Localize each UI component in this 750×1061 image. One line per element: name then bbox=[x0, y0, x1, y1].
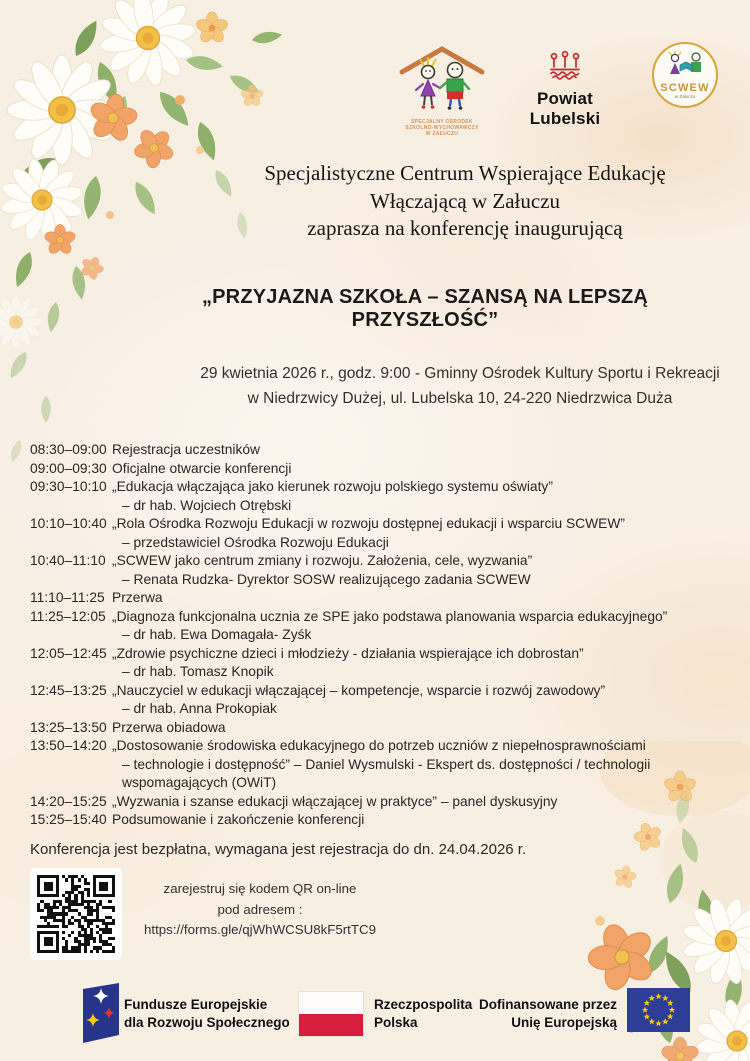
registration-url: https://forms.gle/qjWhWCSU8kF5rtTC9 bbox=[143, 922, 376, 937]
scwew-word: SCWEW bbox=[660, 82, 710, 94]
agenda-text: „Rola Ośrodka Rozwoju Edukacji w rozwoju dostępnej edukacji i wsparciu SCWEW” bbox=[112, 516, 625, 531]
agenda-text: „Dostosowanie środowiska edukacyjnego do potrzeb uczniów z niepełnosprawnościami bbox=[112, 738, 646, 753]
funds-label bbox=[124, 996, 290, 1031]
date-venue-line: 29 kwietnia 2026 r., godz. 9:00 - Gminny Ośrodek Kultury Sportu i Rekreacji bbox=[200, 365, 720, 382]
agenda-time: 09:30–10:10 bbox=[30, 479, 107, 494]
agenda-text: – dr hab. Ewa Domagała- Zyśk bbox=[122, 627, 312, 642]
agenda-text: – technologie i dostępność” – Daniel Wysmulski - Ekspert ds. dostępności / technologii bbox=[122, 756, 651, 772]
date-venue-line: w Niedrzwicy Dużej, ul. Lubelska 10, 24-220 Niedrzwica Duża bbox=[247, 390, 673, 407]
agenda-text: – dr hab. Wojciech Otrębski bbox=[122, 497, 292, 513]
agenda-time: 08:30–09:00 bbox=[30, 442, 107, 457]
agenda-time: 13:50–14:20 bbox=[30, 738, 107, 753]
conference-title: „PRZYJAZNA SZKOŁA – SZANSĄ NA LEPSZĄ PRZYSZŁOŚĆ” bbox=[201, 286, 649, 331]
intro-line: Specjalistyczne Centrum Wspierające Edukację bbox=[264, 161, 666, 185]
agenda-text: – dr hab. Tomasz Knopik bbox=[122, 664, 274, 679]
agenda-text: „Wyzwania i szanse edukacji włączającej w praktyce” – panel dyskusyjny bbox=[112, 793, 558, 809]
funds-label-line: dla Rozwoju Społecznego bbox=[124, 1014, 290, 1030]
agenda-text: Rejestracja uczestników bbox=[112, 442, 260, 457]
scwew-sub: w Załuczu bbox=[674, 94, 696, 99]
agenda-time: 12:05–12:45 bbox=[30, 645, 107, 661]
agenda-time: 15:25–15:40 bbox=[30, 812, 107, 827]
eu-funding-label bbox=[430, 996, 617, 1031]
eu-flag-icon bbox=[627, 988, 690, 1032]
agenda-time: 13:25–13:50 bbox=[30, 719, 107, 735]
poland-label-line: Polska bbox=[374, 1014, 418, 1030]
poland-label-line: Rzeczpospolita bbox=[374, 997, 473, 1012]
agenda-text: wspomagających (OWiT) bbox=[122, 775, 277, 790]
agenda-text: Przerwa bbox=[112, 590, 163, 605]
eu-funding-label-line: Unię Europejską bbox=[511, 1014, 617, 1030]
poland-flag-icon bbox=[299, 992, 363, 1036]
agenda-time: 14:20–15:25 bbox=[30, 793, 107, 809]
sosw-caption-line: SZKOLNO-WYCHOWAWCZY bbox=[405, 125, 479, 131]
agenda-text: „Edukacja włączająca jako kierunek rozwoju polskiego systemu oświaty” bbox=[112, 479, 553, 494]
eu-funding-label-line: Dofinansowane przez bbox=[478, 997, 617, 1012]
agenda-text: „Zdrowie psychiczne dzieci i młodzieży - działania wspierające ich dobrostan” bbox=[112, 645, 584, 661]
agenda-text: Podsumowanie i zakończenie konferencji bbox=[112, 812, 365, 827]
agenda-time: 12:45–13:25 bbox=[30, 682, 107, 698]
agenda-time: 11:10–11:25 bbox=[30, 590, 105, 605]
agenda-text: „Nauczyciel w edukacji włączającej – kompetencje, wsparcie i rozwój zawodowy” bbox=[112, 682, 606, 698]
qr-caption-line: zarejestruj się kodem QR on-line bbox=[163, 881, 357, 896]
sosw-caption-line: W ZAŁUCZU bbox=[425, 131, 459, 137]
intro-line: zaprasza na konferencję inaugurującą bbox=[307, 216, 623, 240]
agenda-text: „SCWEW jako centrum zmiany i rozwoju. Założenia, cele, wyzwania” bbox=[112, 553, 533, 568]
registration-note: Konferencja jest bezpłatna, wymagana jest rejestracja do dn. 24.04.2026 r. bbox=[30, 841, 527, 858]
agenda-text: „Diagnoza funkcjonalna ucznia ze SPE jako podstawa planowania wsparcia edukacyjnego” bbox=[112, 608, 668, 624]
intro-line: Włączającą w Załuczu bbox=[369, 188, 561, 213]
agenda-text: Przerwa obiadowa bbox=[112, 719, 226, 735]
eu-funds-flag-icon bbox=[76, 982, 120, 1046]
powiat-label: Powiat Lubelski bbox=[529, 89, 601, 128]
agenda-time: 09:00–09:30 bbox=[30, 460, 107, 476]
agenda-text: – Renata Rudzka- Dyrektor SOSW realizującego zadania SCWEW bbox=[122, 571, 531, 587]
agenda-text: – dr hab. Anna Prokopiak bbox=[122, 701, 277, 716]
agenda-text: – przedstawiciel Ośrodka Rozwoju Edukacji bbox=[122, 534, 389, 550]
sosw-caption-line: SPECJALNY OŚRODEK bbox=[411, 119, 473, 125]
agenda-text: Oficjalne otwarcie konferencji bbox=[112, 460, 292, 476]
funds-label-line: Fundusze Europejskie bbox=[124, 997, 268, 1012]
qr-caption-line: pod adresem : bbox=[217, 901, 303, 917]
agenda-time: 11:25–12:05 bbox=[30, 608, 106, 624]
agenda-time: 10:40–11:10 bbox=[30, 553, 106, 568]
agenda-time: 10:10–10:40 bbox=[30, 516, 107, 531]
